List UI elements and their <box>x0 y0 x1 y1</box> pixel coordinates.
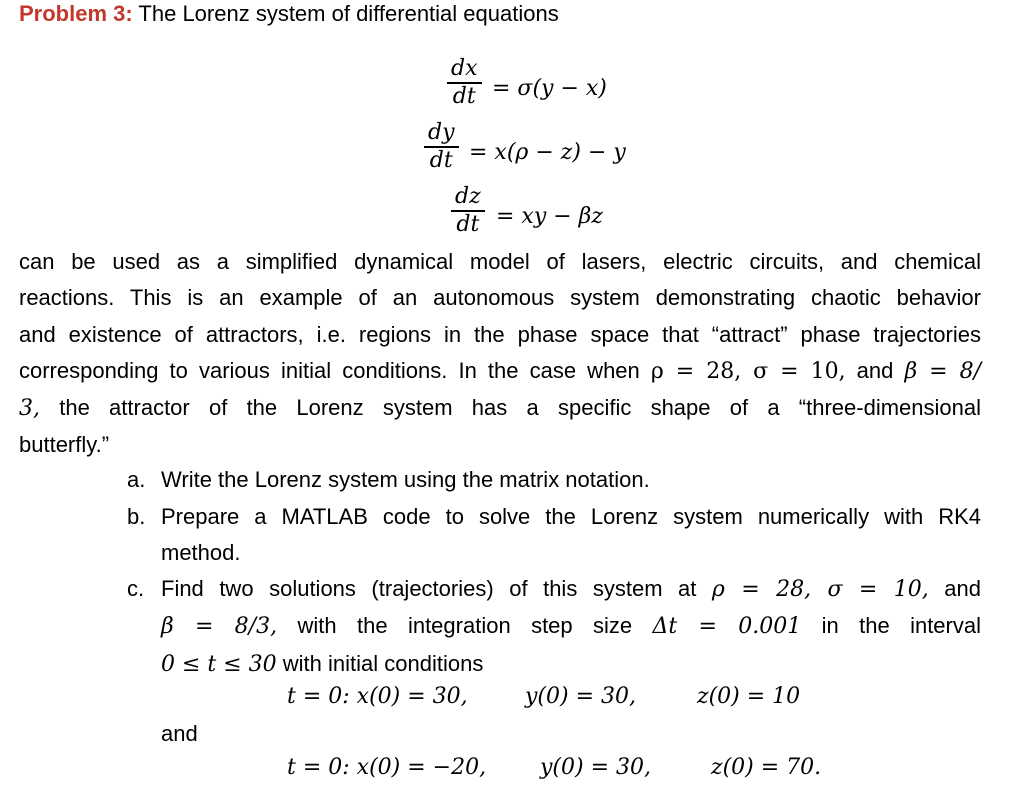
condition-2-x: t = 0: x(0) = −20, <box>287 755 487 780</box>
problem-title: The Lorenz system of differential equations <box>132 1 559 26</box>
item-b-text <box>161 499 981 572</box>
equation-3-rhs: = xy − βz <box>496 204 603 229</box>
paragraph-line-6: butterfly.” <box>19 432 110 458</box>
item-c-line-1-text: Find two solutions (trajectories) of this system at <box>161 576 712 601</box>
beta-value-math: β = 8/ <box>904 358 981 384</box>
and-word: and <box>161 721 198 746</box>
item-c-parameters-math: ρ = 28, σ = 10, <box>711 577 929 602</box>
item-c-line-2 <box>161 608 981 645</box>
paragraph-line-4 <box>19 353 981 390</box>
fraction-denominator: dt <box>429 147 453 173</box>
equation-2-rhs: = x(ρ − z) − y <box>469 140 626 165</box>
problem-heading <box>19 0 559 28</box>
paragraph-line-3: and existence of attractors, i.e. regions in the phase space that “attract” phase trajectories <box>19 321 981 347</box>
paragraph-line-2: reactions. This is an example of an autonomous system demonstrating chaotic behavior <box>19 285 981 311</box>
item-b-line-2: method. <box>161 540 241 566</box>
condition-1-y: y(0) = 30, <box>525 684 636 709</box>
item-c-marker: c. <box>127 576 145 601</box>
item-b-marker: b. <box>127 504 146 529</box>
item-a-text: Write the Lorenz system using the matrix notation. <box>161 467 650 492</box>
fraction-denominator: dt <box>456 211 480 237</box>
item-c-line-1-and: and <box>928 576 981 601</box>
item-c-step-size-math: Δt = 0.001 <box>652 614 802 640</box>
item-c-line-3 <box>161 646 981 683</box>
paragraph-line-5 <box>19 390 981 427</box>
problem-label: Problem 3: <box>19 1 133 26</box>
item-c-text <box>161 571 981 683</box>
item-c-interval-math: 0 ≤ t ≤ 30 <box>161 651 277 677</box>
fraction-dx-dt <box>447 56 482 110</box>
paragraph-line-4-and: and <box>845 357 905 383</box>
item-c-beta-math: β = 8/3, <box>161 614 278 640</box>
item-c-line-2-text: with the integration step size <box>277 613 653 639</box>
condition-2-z: z(0) = 70. <box>711 755 822 780</box>
paragraph-line-5-text: the attractor of the Lorenz system has a specific shape of a “three-dimensional <box>40 395 981 421</box>
body-paragraph <box>19 244 981 464</box>
fraction-numerator: dx <box>451 56 478 81</box>
condition-2-y: y(0) = 30, <box>540 755 651 780</box>
item-a-marker: a. <box>127 467 146 492</box>
fraction-numerator: dy <box>428 120 455 145</box>
fraction-denominator: dt <box>452 83 476 109</box>
item-c-line-1 <box>161 571 981 608</box>
equation-1-rhs: = σ(y − x) <box>492 76 607 101</box>
paragraph-line-4-text: corresponding to various initial conditions. In the case when <box>19 357 651 383</box>
fraction-numerator: dz <box>455 184 481 209</box>
beta-denominator-math: 3, <box>19 396 40 422</box>
fraction-dz-dt <box>451 184 485 238</box>
paragraph-line-1: can be used as a simplified dynamical model of lasers, electric circuits, and chemical <box>19 249 981 274</box>
fraction-dy-dt <box>424 120 459 174</box>
item-c-line-2-end: in the interval <box>801 613 981 639</box>
item-c-line-3-text: with initial conditions <box>276 650 484 676</box>
condition-1-x: t = 0: x(0) = 30, <box>287 684 468 709</box>
condition-1-z: z(0) = 10 <box>697 684 801 709</box>
item-b-line-1: Prepare a MATLAB code to solve the Lorenz system numerically with RK4 <box>161 504 981 529</box>
parameter-values-math: ρ = 28, σ = 10, <box>650 358 846 384</box>
